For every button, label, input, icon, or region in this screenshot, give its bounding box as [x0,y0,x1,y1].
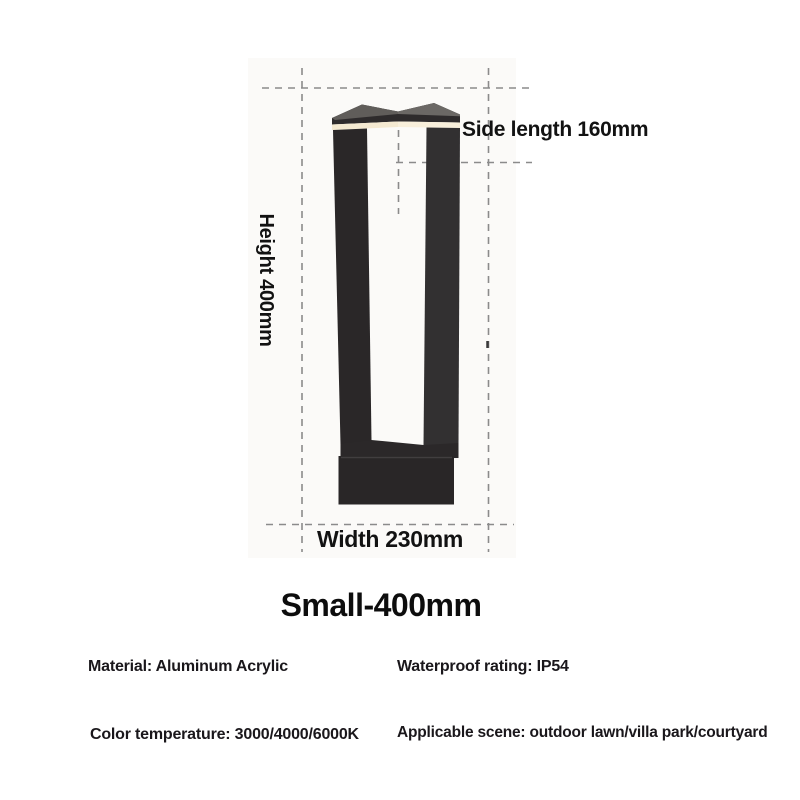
spec-applicable-scene: Applicable scene: outdoor lawn/villa park/courtyard [397,724,768,741]
lamp-left-post [333,129,372,445]
product-title: Small-400mm [280,587,482,623]
height-label: Height 400mm [255,213,277,347]
lamp-cap-top-right-facet [398,103,460,116]
width-label: Width 230mm [316,526,464,552]
spec-waterproof-rating: Waterproof rating: IP54 [397,658,569,675]
lamp-right-post [424,128,461,446]
side-length-label: Side length 160mm [462,118,649,141]
lamp-led-strip-right [398,122,460,129]
lamp-base [339,456,455,505]
spec-material: Material: Aluminum Acrylic [88,658,288,675]
spec-color-temperature: Color temperature: 3000/4000/6000K [90,726,359,743]
